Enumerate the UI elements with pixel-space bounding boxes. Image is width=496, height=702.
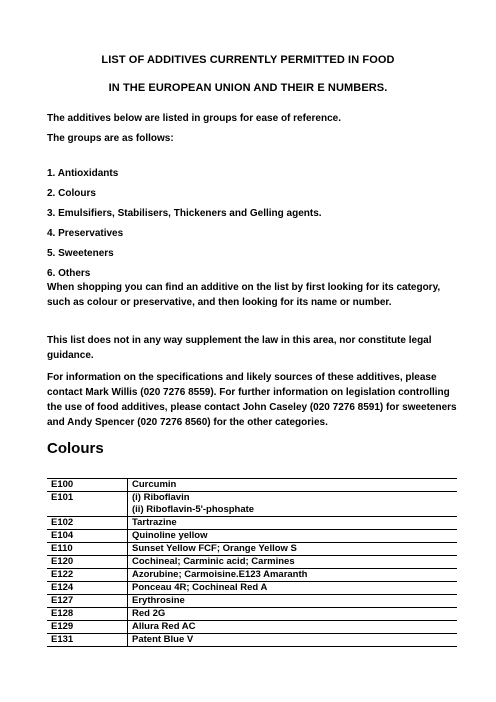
additives-table (47, 478, 457, 647)
table-row (47, 621, 457, 634)
e-number-cell: E122 (47, 569, 128, 582)
table-row (47, 517, 457, 530)
additive-name: Allura Red AC (132, 621, 196, 632)
additive-name: Erythrosine (132, 595, 185, 606)
table-row (47, 479, 457, 492)
additive-name: Cochineal; Carminic acid; Carmines (132, 556, 295, 567)
additive-name-cell (128, 608, 458, 621)
e-number-cell: E104 (47, 530, 128, 543)
additive-name: Tartrazine (132, 517, 177, 528)
group-item: 3. Emulsifiers, Stabilisers, Thickeners and Gelling agents. (47, 208, 322, 219)
group-item: 2. Colours (47, 188, 96, 199)
title-line-2: IN THE EUROPEAN UNION AND THEIR E NUMBERS. (108, 82, 388, 94)
additive-name-cell (128, 595, 458, 608)
table-row (47, 582, 457, 595)
section-heading: Colours (47, 440, 104, 457)
e-number-cell: E120 (47, 556, 128, 569)
table-row (47, 634, 457, 647)
additive-name-cell (128, 582, 458, 595)
table-row (47, 530, 457, 543)
group-item: 6. Others (47, 268, 91, 279)
additive-name-cell (128, 492, 458, 517)
group-item: 4. Preservatives (47, 228, 124, 239)
contact-paragraph: For information on the specifications and likely sources of these additives, please contact Mark Willis (020 7276 8559). For further information on legislation controlling the use of food additives, please contact John Caseley (020 7276 8591) for sweeteners and Andy Spencer (020 7276 8560) for the other categories. (47, 372, 457, 428)
intro-text-1: The additives below are listed in groups for ease of reference. (47, 113, 341, 124)
e-number-cell: E127 (47, 595, 128, 608)
additive-name-cell (128, 517, 458, 530)
e-number-cell: E129 (47, 621, 128, 634)
group-item: 5. Sweeteners (47, 248, 114, 259)
e-number-cell: E128 (47, 608, 128, 621)
additive-name-cell (128, 634, 458, 647)
additive-name-cell (128, 543, 458, 556)
group-list (47, 164, 322, 284)
additive-name: Patent Blue V (132, 634, 194, 645)
additive-name: Ponceau 4R; Cochineal Red A (132, 582, 268, 593)
table-row (47, 556, 457, 569)
shopping-paragraph: When shopping you can find an additive on the list by first looking for its category, such as colour or preservative, and then looking for its name or number. (47, 282, 441, 308)
additive-name: Curcumin (132, 479, 177, 490)
group-item: 1. Antioxidants (47, 168, 119, 179)
e-number-cell: E131 (47, 634, 128, 647)
title-line-1: LIST OF ADDITIVES CURRENTLY PERMITTED IN FOOD (101, 54, 395, 66)
e-number-cell: E101 (47, 492, 128, 517)
law-paragraph: This list does not in any way supplement the law in this area, nor constitute legal guidance. (47, 335, 432, 361)
additive-name-secondary: (ii) Riboflavin-5'-phosphate (132, 504, 255, 515)
e-number-cell: E102 (47, 517, 128, 530)
table-row (47, 492, 457, 517)
additive-name-cell (128, 479, 458, 492)
intro-text-2: The groups are as follows: (47, 133, 174, 144)
table-row (47, 543, 457, 556)
table-row (47, 595, 457, 608)
additive-name: (i) Riboflavin (132, 492, 190, 503)
e-number-cell: E124 (47, 582, 128, 595)
additive-name-cell (128, 530, 458, 543)
additive-name-cell (128, 569, 458, 582)
table-row (47, 569, 457, 582)
additive-name: Sunset Yellow FCF; Orange Yellow S (132, 543, 297, 554)
e-number-cell: E110 (47, 543, 128, 556)
additive-name-cell (128, 621, 458, 634)
e-number-cell: E100 (47, 479, 128, 492)
additive-name-cell (128, 556, 458, 569)
table-row (47, 608, 457, 621)
additive-name: Red 2G (132, 608, 166, 619)
additive-name: Azorubine; Carmoisine.E123 Amaranth (132, 569, 308, 580)
additive-name: Quinoline yellow (132, 530, 208, 541)
